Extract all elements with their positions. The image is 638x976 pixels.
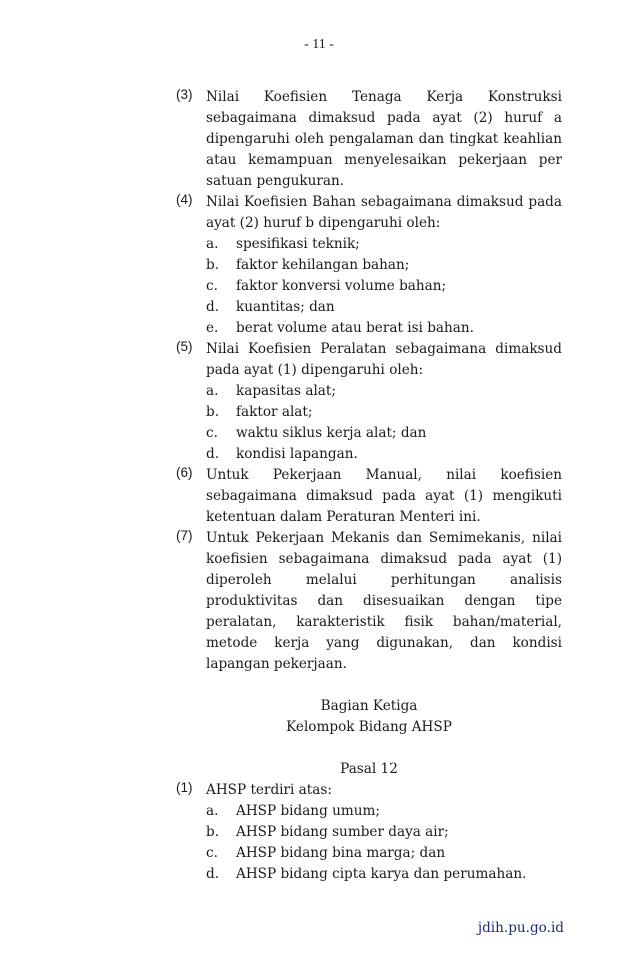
list-letter: d. bbox=[206, 866, 220, 882]
list-letter: c. bbox=[206, 278, 218, 294]
paragraph-7 bbox=[176, 528, 562, 675]
list-item bbox=[176, 297, 562, 318]
list-item bbox=[176, 255, 562, 276]
list-item bbox=[176, 444, 562, 465]
list-text: AHSP bidang sumber daya air; bbox=[236, 824, 449, 840]
section-subtitle: Kelompok Bidang AHSP bbox=[286, 719, 452, 735]
list-item bbox=[176, 822, 562, 843]
list-letter: c. bbox=[206, 425, 218, 441]
pasal-paragraph-1 bbox=[176, 780, 562, 801]
list-letter: a. bbox=[206, 803, 219, 819]
list-letter: a. bbox=[206, 236, 219, 252]
list-text: spesifikasi teknik; bbox=[236, 236, 360, 252]
list-item bbox=[176, 381, 562, 402]
list-text: faktor konversi volume bahan; bbox=[236, 278, 447, 294]
paragraph-text: Nilai Koefisien Bahan sebagaimana dimaksud pada ayat (2) huruf b dipengaruhi oleh: bbox=[206, 194, 562, 231]
list-text: kondisi lapangan. bbox=[236, 446, 358, 462]
list-item bbox=[176, 423, 562, 444]
list-item bbox=[176, 318, 562, 339]
paragraph-text: Nilai Koefisien Peralatan sebagaimana dimaksud pada ayat (1) dipengaruhi oleh: bbox=[206, 341, 562, 378]
list-text: AHSP bidang umum; bbox=[236, 803, 380, 819]
paragraph-number: (4) bbox=[176, 192, 193, 207]
list-letter: a. bbox=[206, 383, 219, 399]
list-letter: b. bbox=[206, 257, 220, 273]
list-item bbox=[176, 234, 562, 255]
paragraph-number: (1) bbox=[176, 780, 193, 795]
paragraph-5 bbox=[176, 339, 562, 381]
list-letter: e. bbox=[206, 320, 219, 336]
footer-link[interactable]: jdih.pu.go.id bbox=[477, 920, 564, 936]
list-text: faktor kehilangan bahan; bbox=[236, 257, 410, 273]
list-item bbox=[176, 843, 562, 864]
list-text: berat volume atau berat isi bahan. bbox=[236, 320, 474, 336]
paragraph-text: Nilai Koefisien Tenaga Kerja Konstruksi sebagaimana dimaksud pada ayat (2) huruf a dipengaruhi oleh pengalaman dan tingkat keahlian atau kemampuan menyelesaikan pekerjaan per satuan pengukuran. bbox=[206, 89, 562, 189]
document-body bbox=[176, 87, 562, 885]
paragraph-number: (5) bbox=[176, 339, 193, 354]
paragraph-number: (7) bbox=[176, 528, 193, 543]
paragraph-text: Untuk Pekerjaan Mekanis dan Semimekanis, nilai koefisien sebagaimana dimaksud pada ayat (1) diperoleh melalui perhitungan analisis produktivitas dan disesuaikan dengan tipe peralatan, karakteristik fisik bahan/material, metode kerja yang digunakan, dan kondisi lapangan pekerjaan. bbox=[206, 530, 562, 672]
paragraph-text: Untuk Pekerjaan Manual, nilai koefisien sebagaimana dimaksud pada ayat (1) mengikuti ketentuan dalam Peraturan Menteri ini. bbox=[206, 467, 562, 525]
list-letter: b. bbox=[206, 824, 220, 840]
list-text: faktor alat; bbox=[236, 404, 313, 420]
paragraph-3 bbox=[176, 87, 562, 192]
list-text: AHSP bidang bina marga; dan bbox=[236, 845, 446, 861]
list-text: waktu siklus kerja alat; dan bbox=[236, 425, 427, 441]
list-text: kuantitas; dan bbox=[236, 299, 335, 315]
paragraph-number: (3) bbox=[176, 87, 193, 102]
paragraph-number: (6) bbox=[176, 465, 193, 480]
page-number: - 11 - bbox=[304, 37, 334, 52]
list-item bbox=[176, 801, 562, 822]
list-item bbox=[176, 864, 562, 885]
list-letter: b. bbox=[206, 404, 220, 420]
list-text: kapasitas alat; bbox=[236, 383, 336, 399]
paragraph-4 bbox=[176, 192, 562, 234]
paragraph-6 bbox=[176, 465, 562, 528]
list-letter: d. bbox=[206, 299, 220, 315]
list-letter: d. bbox=[206, 446, 220, 462]
paragraph-text: AHSP terdiri atas: bbox=[206, 782, 332, 798]
section-title: Bagian Ketiga bbox=[320, 698, 418, 714]
pasal-heading: Pasal 12 bbox=[340, 761, 398, 777]
list-letter: c. bbox=[206, 845, 218, 861]
list-item bbox=[176, 402, 562, 423]
list-item bbox=[176, 276, 562, 297]
list-text: AHSP bidang cipta karya dan perumahan. bbox=[236, 866, 527, 882]
